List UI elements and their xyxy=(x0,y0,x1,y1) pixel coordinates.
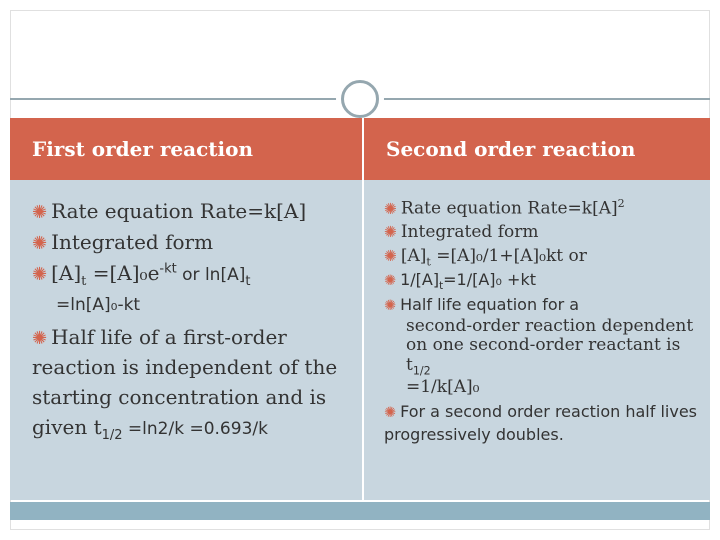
list-item xyxy=(384,269,700,294)
list-item xyxy=(384,196,700,221)
second-order-halflife-equation: =1/k[A]₀ xyxy=(406,376,480,397)
second-order-halflife-label: Half life equation for a xyxy=(400,294,580,314)
bullet-icon: ✺ xyxy=(384,223,397,242)
second-order-note: For a second order reaction half lives progressively doubles. xyxy=(384,402,697,444)
list-item xyxy=(384,294,700,317)
second-order-rate-superscript: 2 xyxy=(617,197,625,210)
list-item xyxy=(32,227,352,258)
first-order-integrated-form: Integrated form xyxy=(51,230,214,254)
list-item xyxy=(32,322,352,446)
bullet-icon: ✺ xyxy=(32,233,48,254)
first-order-eq-superscript: -kt xyxy=(159,261,177,277)
first-order-eq-subscript: t xyxy=(81,274,87,289)
decorative-circle-icon xyxy=(341,80,379,118)
list-item xyxy=(384,401,700,446)
second-order-integrated-form: Integrated form xyxy=(400,222,539,243)
first-order-eq-part: =[A]₀e xyxy=(86,261,160,285)
bullet-icon: ✺ xyxy=(384,246,397,265)
second-order-rate-equation: Rate equation Rate=k[A] xyxy=(400,198,618,219)
bullet-icon: ✺ xyxy=(384,199,397,218)
second-order-halflife-text: second-order reaction dependent on one second-order reactant is t xyxy=(406,315,694,375)
list-item xyxy=(384,317,700,398)
column-header-first-order: First order reaction xyxy=(32,137,253,161)
second-order-halflife-subscript: 1/2 xyxy=(412,364,431,378)
first-order-halflife-text: Half life of a first-order reaction is independent of the starting concentration and is given t xyxy=(32,325,338,440)
table-header xyxy=(10,118,710,180)
bullet-icon: ✺ xyxy=(32,264,48,285)
list-item xyxy=(32,258,352,292)
first-order-eq-subscript: t xyxy=(245,274,251,289)
second-order-eq2-part: =1/[A]₀ +kt xyxy=(443,270,536,290)
list-item xyxy=(384,245,700,270)
first-order-eq-part: or ln[A] xyxy=(176,265,246,285)
first-order-halflife-subscript: 1/2 xyxy=(101,428,123,444)
column-divider xyxy=(362,118,364,500)
second-order-eq2-part: 1/[A] xyxy=(400,270,440,290)
bullet-icon: ✺ xyxy=(384,405,397,422)
first-order-rate-equation: Rate equation Rate=k[A] xyxy=(51,199,307,223)
second-order-content xyxy=(384,196,700,446)
column-header-second-order: Second order reaction xyxy=(386,137,636,161)
bullet-icon: ✺ xyxy=(32,202,48,223)
list-item xyxy=(32,196,352,227)
bullet-icon: ✺ xyxy=(384,297,397,314)
bullet-icon: ✺ xyxy=(384,273,397,290)
first-order-ln-equation: =ln[A]₀-kt xyxy=(56,295,141,316)
first-order-eq-part: [A] xyxy=(51,261,82,285)
second-order-eq-part: [A] xyxy=(400,245,427,266)
bullet-icon: ✺ xyxy=(32,328,48,350)
list-item xyxy=(384,221,700,244)
second-order-eq2-subscript: t xyxy=(439,280,444,293)
list-item xyxy=(32,292,352,318)
second-order-eq-subscript: t xyxy=(426,254,431,268)
footer-band xyxy=(10,502,710,520)
second-order-eq-part: =[A]₀/1+[A]₀kt or xyxy=(430,245,587,266)
first-order-content xyxy=(32,196,352,446)
first-order-halflife-equation: =ln2/k =0.693/k xyxy=(122,419,268,440)
